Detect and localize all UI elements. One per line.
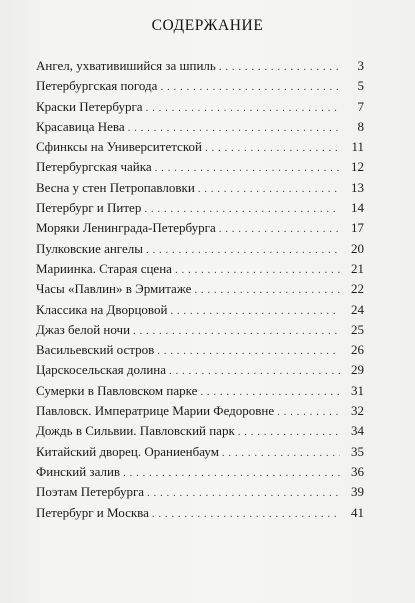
dot-leader (123, 463, 340, 483)
page-title: СОДЕРЖАНИЕ (151, 17, 264, 34)
toc-entry-page-number: 12 (351, 159, 364, 175)
toc-entry-page-number: 14 (351, 200, 364, 216)
toc-entry-title: Моряки Ленинграда-Петербурга (36, 220, 216, 236)
toc-entry-title: Финский залив (36, 463, 121, 479)
toc-entry (36, 97, 364, 117)
toc-entry (36, 279, 364, 299)
toc-entry-title: Сфинксы на Университетской (36, 139, 202, 155)
toc-entry-page-number: 3 (357, 58, 364, 73)
dot-leader (170, 301, 340, 321)
dot-leader (152, 504, 340, 524)
toc-entry (36, 56, 364, 76)
toc-entry (36, 360, 364, 380)
toc-entry (36, 178, 364, 198)
dot-leader (169, 361, 340, 381)
toc-entry-title: Дождь в Сильвии. Павловский парк (36, 423, 235, 439)
toc-entry (36, 320, 364, 340)
dot-leader (277, 402, 340, 422)
dot-leader (155, 158, 340, 178)
toc-entry-title: Ангел, ухвативишийся за шпиль (36, 58, 216, 73)
toc-entry-page-number: 25 (351, 321, 364, 337)
toc-entry (36, 239, 364, 259)
toc-entry (36, 117, 364, 137)
toc-entry-title: Часы «Павлин» в Эрмитаже (36, 281, 192, 297)
toc-entry-title: Пулковские ангелы (36, 240, 143, 256)
toc-entry (36, 218, 364, 238)
toc-entry-page-number: 24 (351, 301, 364, 317)
toc-entry (36, 503, 364, 523)
toc-entry (36, 76, 364, 96)
toc-entry-title: Поэтам Петербурга (36, 484, 145, 500)
toc-entry-page-number: 31 (351, 382, 364, 398)
toc-entry (36, 157, 364, 177)
toc-entry-page-number: 26 (351, 342, 364, 358)
dot-leader (147, 483, 340, 503)
toc-entry (36, 442, 364, 462)
toc-entry-page-number: 17 (351, 220, 364, 236)
toc-entry-page-number: 32 (351, 403, 364, 419)
toc-entry-page-number: 22 (351, 281, 364, 297)
toc-entry-page-number: 35 (351, 443, 364, 459)
toc-entry (36, 381, 364, 401)
dot-leader (146, 98, 340, 118)
toc-entry (36, 259, 364, 279)
toc-entry (36, 462, 364, 482)
dot-leader (128, 118, 340, 138)
toc-entry-title: Петербургская чайка (36, 159, 152, 175)
toc-entry-page-number: 41 (351, 504, 364, 520)
dot-leader (238, 422, 340, 442)
dot-leader (194, 280, 340, 300)
dot-leader (222, 443, 340, 463)
toc-entry-page-number: 20 (351, 240, 364, 256)
toc-entry-page-number: 5 (357, 78, 364, 94)
toc-entry (36, 340, 364, 360)
toc-entry-page-number: 29 (351, 362, 364, 378)
toc-entry-title: Петербургская погода (36, 78, 158, 94)
toc-entry-title: Васильевский остров (36, 342, 155, 358)
dot-leader (146, 240, 340, 260)
dot-leader (200, 382, 340, 402)
toc-entry-title: Петербург и Москва (36, 504, 149, 520)
toc-entry (36, 421, 364, 441)
toc-entry-page-number: 36 (351, 463, 364, 479)
dot-leader (219, 57, 340, 77)
dot-leader (175, 260, 340, 280)
dot-leader (157, 341, 340, 361)
toc-entry-page-number: 11 (351, 139, 364, 155)
toc-entry-title: Джаз белой ночи (36, 321, 131, 337)
toc-entry-page-number: 8 (357, 118, 364, 134)
toc-entry-title: Китайский дворец. Ораниенбаум (36, 443, 219, 459)
toc-entry (36, 198, 364, 218)
dot-leader (219, 219, 340, 239)
toc-entry (36, 482, 364, 502)
dot-leader (133, 321, 340, 341)
toc-entry (36, 401, 364, 421)
toc-entry-page-number: 21 (351, 260, 364, 276)
toc-entry-title: Царскосельская долина (36, 362, 167, 378)
toc-entry-page-number: 13 (351, 179, 364, 195)
dot-leader (205, 138, 340, 158)
dot-leader (144, 199, 340, 219)
dot-leader (198, 179, 340, 199)
toc-entry-title: Сумерки в Павловском парке (36, 382, 198, 398)
toc-entry (36, 137, 364, 157)
toc-entry-title: Классика на Дворцовой (36, 301, 168, 317)
toc-entry-title: Красавица Нева (36, 118, 125, 134)
table-of-contents (36, 56, 364, 523)
dot-leader (160, 77, 340, 97)
toc-entry-page-number: 34 (351, 423, 364, 439)
toc-entry-title: Мариинка. Старая сцена (36, 260, 172, 276)
toc-entry-title: Краски Петербурга (36, 98, 143, 114)
toc-entry-page-number: 7 (357, 98, 364, 114)
toc-entry-title: Петербург и Питер (36, 200, 142, 216)
toc-entry (36, 300, 364, 320)
toc-entry-page-number: 39 (351, 484, 364, 500)
toc-entry-title: Павловск. Императрице Марии Федоровне (36, 403, 275, 419)
toc-entry-title: Весна у стен Петропавловки (36, 179, 195, 195)
